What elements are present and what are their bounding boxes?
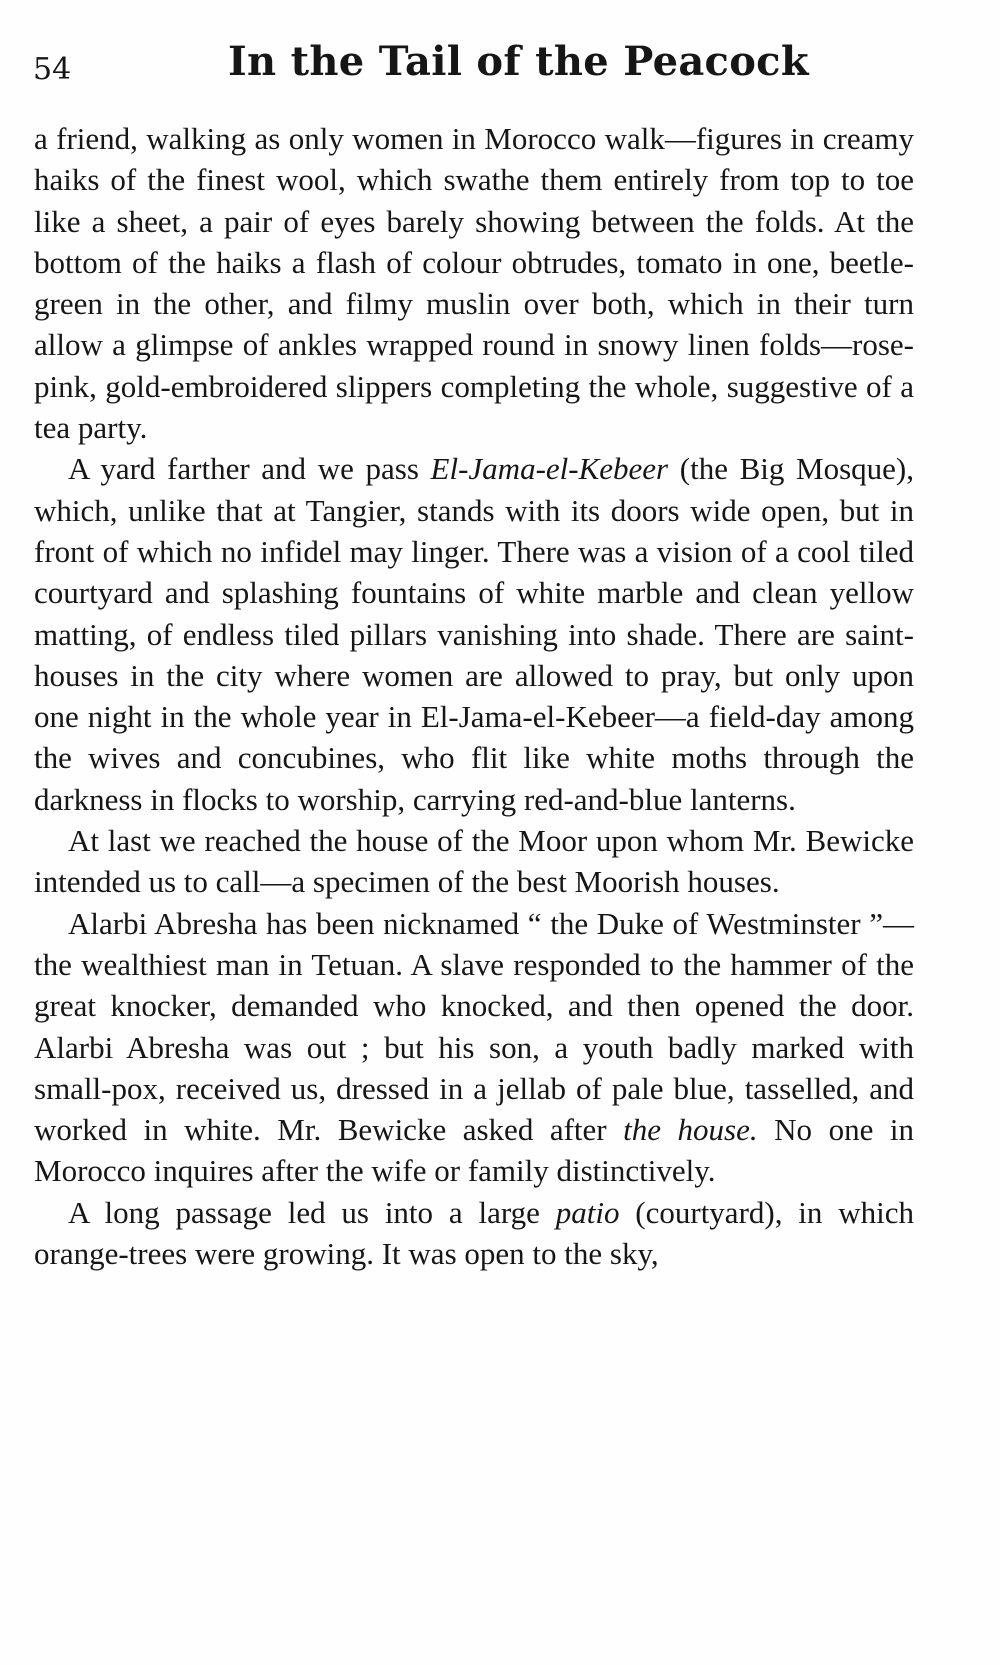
paragraph-5-rest: (courtyard), in which orange-trees were growing. It was open to the sky, bbox=[34, 1194, 915, 1272]
paragraph-2 bbox=[34, 448, 914, 820]
paragraph-5 bbox=[34, 1192, 914, 1275]
paragraph-3: At last we reached the house of the Moor upon whom Mr. Bewicke intended us to call—a specimen of the best Moorish houses. bbox=[34, 823, 914, 900]
paragraph-4-rest: No one in Morocco inquires after the wife or family distinctively. bbox=[34, 1112, 914, 1189]
running-title: In the Tail of the Peacock bbox=[228, 38, 809, 85]
page-number: 54 bbox=[33, 52, 72, 87]
mosque-name-italic: El-Jama-el-Kebeer bbox=[430, 451, 669, 487]
body-text bbox=[34, 118, 914, 1274]
paragraph-1: a friend, walking as only women in Morocco walk—figures in creamy haiks of the finest wool, which swathe them entirely from top to toe like a sheet, a pair of eyes barely showing between the folds. At the bottom of the haiks a flash of colour obtrudes, tomato in one, beetle-green in the other, and filmy muslin over both, which in their turn allow a glimpse of ankles wrapped round in snowy linen folds—rose-pink, gold-embroidered slippers completing the whole, suggestive of a tea party. bbox=[34, 121, 914, 446]
paragraph-4 bbox=[34, 903, 914, 1192]
patio-italic: patio bbox=[555, 1194, 620, 1230]
the-house-italic: the house. bbox=[623, 1112, 758, 1148]
paragraph-5-lead: A long passage led us into a large bbox=[68, 1194, 556, 1230]
paragraph-2-lead: A yard farther and we pass bbox=[68, 451, 431, 487]
paragraph-2-rest: (the Big Mosque), which, unlike that at Tangier, stands with its doors wide open, but in front of which no infidel may linger. There was a vision of a cool tiled courtyard and splashing fountains of white marble and clean yellow matting, of endless tiled pillars vanishing into shade. There are saint-houses in the city where women are allowed to pray, but only upon one night in the whole year in El-Jama-el-Kebeer—a field-day among the wives and concubines, who flit like white moths through the darkness in flocks to worship, carrying red-and-blue lanterns. bbox=[34, 451, 914, 817]
paragraph-4-lead: Alarbi Abresha has been nicknamed “ the Duke of Westminster ”—the wealthiest man in Tetuan. A slave responded to the hammer of the great knocker, demanded who knocked, and then opened the door. Alarbi Abresha was out ; but his son, a youth badly marked with small-pox, received us, dressed in a jellab of pale blue, tasselled, and worked in white. Mr. Bewicke asked after bbox=[34, 905, 914, 1148]
